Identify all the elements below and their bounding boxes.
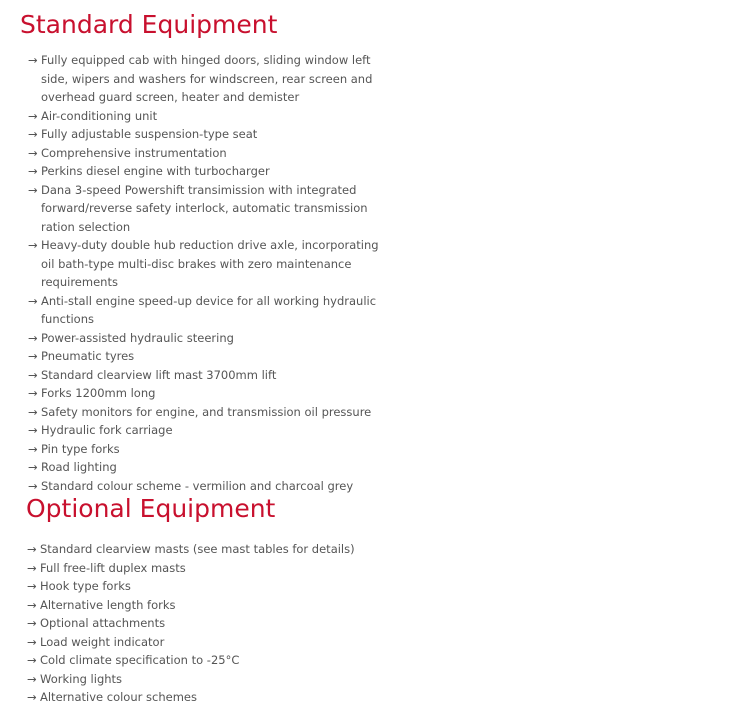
list-item [28, 403, 382, 422]
right-arrow-icon: → [27, 616, 37, 630]
list-item [28, 329, 382, 348]
right-arrow-icon: → [27, 690, 37, 704]
right-arrow-icon: → [27, 560, 37, 575]
right-arrow-icon: → [28, 145, 38, 160]
list-item-text: Fully equipped cab with hinged doors, sliding window left side, wipers and washers for windscreen, rear screen and overhead guard screen, heater and demister [41, 53, 373, 104]
right-arrow-icon: → [27, 579, 37, 593]
right-arrow-icon: → [28, 108, 38, 123]
right-arrow-icon: → [28, 164, 38, 178]
list-item-text: Heavy-duty double hub reduction drive axle, incorporating oil bath-type multi-disc brakes with zero maintenance requirements [41, 238, 379, 289]
list-item-text: Pin type forks [41, 441, 120, 456]
list-item-text: Pneumatic tyres [41, 349, 135, 363]
list-item-text: Dana 3-speed Powershift transimission with integrated forward/reverse safety interlock, automatic transmission ration selection [41, 182, 368, 234]
list-item-text: Standard clearview masts (see mast tables for details) [40, 542, 355, 556]
list-item-text: Anti-stall engine speed-up device for all working hydraulic functions [41, 293, 377, 326]
list-item [28, 366, 382, 385]
list-item [28, 51, 382, 107]
list-item-text: Full free-lift duplex masts [40, 560, 186, 575]
right-arrow-icon: → [28, 330, 38, 345]
list-item-text: Alternative colour schemes [40, 690, 197, 704]
list-item-text: Alternative length forks [40, 597, 176, 612]
list-item [27, 559, 381, 578]
list-item-text: Fully adjustable suspension-type seat [41, 127, 258, 141]
list-item-text: Road lighting [41, 460, 117, 474]
right-arrow-icon: → [28, 53, 38, 67]
list-item [28, 292, 382, 329]
right-arrow-icon: → [28, 404, 38, 419]
list-item [27, 577, 381, 596]
right-arrow-icon: → [28, 386, 38, 400]
right-arrow-icon: → [28, 460, 38, 474]
list-item [28, 458, 382, 477]
right-arrow-icon: → [27, 542, 37, 556]
list-item [28, 421, 382, 440]
list-item [28, 477, 382, 496]
right-arrow-icon: → [28, 423, 38, 437]
list-item [28, 144, 382, 163]
list-item-text: Cold climate specification to -25°C [40, 653, 240, 667]
list-item-text: Air-conditioning unit [41, 108, 158, 123]
right-arrow-icon: → [27, 653, 37, 667]
list-item [28, 384, 382, 403]
optional-equipment-heading: Optional Equipment [26, 494, 276, 523]
list-item [28, 440, 382, 459]
optional-equipment-list [27, 540, 381, 707]
list-item [28, 162, 382, 181]
list-item [27, 688, 381, 707]
list-item [28, 181, 382, 237]
list-item-text: Hook type forks [40, 579, 131, 593]
list-item-text: Power-assisted hydraulic steering [41, 330, 234, 345]
right-arrow-icon: → [28, 127, 38, 141]
list-item [27, 596, 381, 615]
list-item-text: Hydraulic fork carriage [41, 423, 173, 437]
standard-equipment-list [28, 51, 382, 495]
list-item [28, 236, 382, 292]
list-item [28, 347, 382, 366]
list-item-text: Optional attachments [40, 616, 166, 630]
right-arrow-icon: → [28, 238, 38, 252]
right-arrow-icon: → [27, 634, 37, 649]
right-arrow-icon: → [28, 441, 38, 456]
list-item [27, 540, 381, 559]
list-item [27, 633, 381, 652]
list-item-text: Working lights [40, 671, 123, 686]
list-item-text: Perkins diesel engine with turbocharger [41, 164, 270, 178]
right-arrow-icon: → [27, 597, 37, 612]
list-item-text: Standard clearview lift mast 3700mm lift [41, 367, 277, 382]
list-item-text: Load weight indicator [40, 634, 165, 649]
right-arrow-icon: → [28, 293, 38, 308]
right-arrow-icon: → [28, 349, 38, 363]
list-item [28, 125, 382, 144]
list-item [27, 614, 381, 633]
list-item-text: Comprehensive instrumentation [41, 145, 227, 160]
right-arrow-icon: → [27, 671, 37, 686]
list-item [27, 670, 381, 689]
right-arrow-icon: → [28, 367, 38, 382]
standard-equipment-heading: Standard Equipment [20, 10, 278, 39]
right-arrow-icon: → [28, 182, 38, 197]
right-arrow-icon: → [28, 478, 38, 493]
list-item-text: Forks 1200mm long [41, 386, 156, 400]
list-item [28, 107, 382, 126]
list-item [27, 651, 381, 670]
list-item-text: Safety monitors for engine, and transmission oil pressure [41, 404, 372, 419]
list-item-text: Standard colour scheme - vermilion and charcoal grey [41, 478, 354, 493]
